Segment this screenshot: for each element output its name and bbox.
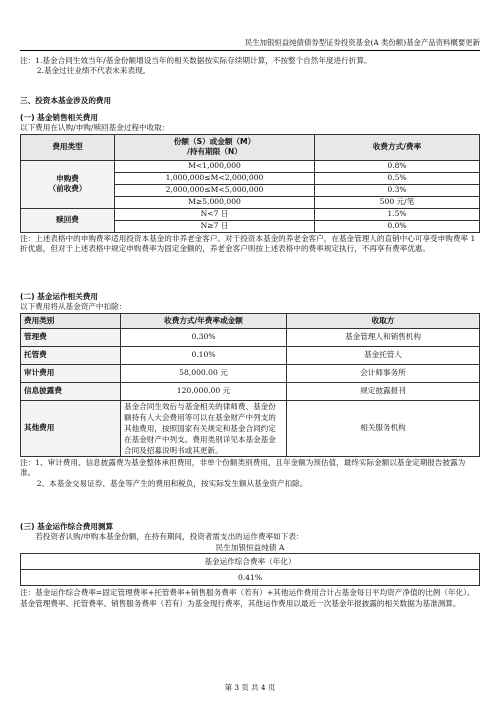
header-amount [115,134,315,160]
payee-cell: 基金管理人和销售机构 [287,328,480,346]
table-row [21,382,480,400]
fee-cell: 0.10% [121,346,287,364]
fee-cell: 58,000.00 元 [121,364,287,382]
fund-name: 民生加银恒益纯债 A [215,542,285,552]
header-fee-category: 费用类别 [21,313,121,328]
operation-fee-title: (二) 基金运作相关费用 [20,292,98,301]
other-fee-description: 基金合同生效后与基金相关的律师费、基金份额持有人大会费用等可以在基金财产中列支的其他费用，按照国家有关规定和基金合同约定在基金财产中列支。费用类别详见本基金基金合同及招募说明书或其更新。 [121,400,287,456]
table-row [21,328,480,346]
combined-fee-section [20,522,480,609]
subscription-fee-line1: 申购费 [56,173,79,183]
table-row [21,554,480,570]
fee-cell: 120,000.00 元 [121,382,287,400]
fee-cell: 0.30% [121,328,287,346]
table-row [21,570,480,586]
fee-category-cell: 托管费 [21,346,121,364]
sales-table-header [21,134,480,160]
fee-cell: 1.5% [315,208,480,220]
fee-category-cell: 审计费用 [21,364,121,382]
header-fee-rate: 收费方式/费率 [315,134,480,160]
payee-cell: 基金托管人 [287,346,480,364]
subscription-fee-label [21,160,115,208]
fee-cell: 0.8% [315,160,480,172]
sales-fee-table [20,134,480,233]
combined-rate-value: 0.41% [21,570,480,586]
operation-note-1: 注：1、审计费用、信息披露费为基金整体承担费用，非单个份额类别费用，且年金额为预估值，最终实际金额以基金定期报告披露为准。 [20,457,466,478]
combined-fee-table [20,553,480,586]
table-row [21,160,480,172]
fee-category-cell: 信息披露费 [21,382,121,400]
header-fee-method: 收费方式/年费率或金额 [121,313,287,328]
range-cell: M≥5,000,000 [115,196,315,208]
note-line-2: 2.基金过往业绩不代表未来表现。 [36,66,151,76]
header-payee: 收取方 [287,313,480,328]
table-row [21,208,480,220]
range-cell: N<7 日 [115,208,315,220]
range-cell: 1,000,000≤M<2,000,000 [115,172,315,184]
range-cell: 2,000,000≤M<5,000,000 [115,184,315,196]
fee-cell: 0.5% [315,172,480,184]
table-row [21,364,480,382]
table-row [21,400,480,456]
header-amount-line2: /持有期限（N） [187,147,242,157]
fee-category-cell: 管理费 [21,328,121,346]
table-row [21,346,480,364]
sales-fee-intro: 以下费用在认购/申购/赎回基金过程中收取： [20,123,170,133]
redemption-fee-label: 赎回费 [21,208,115,232]
sales-fee-section [20,113,480,255]
fee-category-cell: 其他费用 [21,400,121,456]
payee-cell: 规定披露报刊 [287,382,480,400]
page-header: 民生加银恒益纯债债券型证券投资基金(A 类份额)基金产品资料概要更新 [20,38,480,51]
section-title: 三、投资本基金涉及的费用 [20,96,112,105]
page-number: 第 3 页 共 4 页 [224,683,276,692]
top-notes [20,56,480,77]
combined-fee-intro: 若投资者认购/申购本基金份额，在持有期间，投资者需支出的运作费率如下表： [35,532,304,542]
operation-fee-section [20,292,480,489]
subscription-fee-line2: （前收费） [48,184,87,194]
operation-note-2: 2、本基金交易证券、基金等产生的费用和税负，按实际发生额从基金资产扣除。 [36,478,308,488]
sales-fee-note: 注：上述表格中的申购费率适用投资本基金的非养老金客户。对于投资本基金的养老金客户，在基金管理人的直销中心可享受申购费率 1 折优惠，但对于上述表格中规定申购费率为固定金额的，养老金客户则按上述表格中的费率规定执行，不再享有费率优惠。 [20,233,476,254]
operation-table-header [21,313,480,328]
range-cell: M<1,000,000 [115,160,315,172]
combined-rate-header: 基金运作综合费率（年化） [21,554,480,570]
header-fee-type: 费用类型 [21,134,115,160]
note-line-1: 注：1.基金合同生效当年/基金份额增设当年的相关数据按实际存续期计算，不按整个自然年度进行折算。 [20,56,372,65]
payee-cell: 会计师事务所 [287,364,480,382]
payee-cell: 相关服务机构 [287,400,480,456]
fee-cell: 0.0% [315,220,480,232]
operation-fee-table [20,313,480,457]
range-cell: N≥7 日 [115,220,315,232]
header-amount-line1: 份额（S）或金额（M） [173,136,256,146]
combined-fee-title: (三) 基金运作综合费用测算 [20,522,114,531]
sales-fee-title: (一) 基金销售相关费用 [20,113,98,122]
operation-fee-intro: 以下费用将从基金资产中扣除： [20,302,127,312]
fee-cell: 500 元/笔 [315,196,480,208]
combined-fee-note: 注：基金运作综合费率=固定管理费率+托管费率+销售服务费率（若有）+其他运作费用合计占基金每日平均资产净值的比例（年化）。基金管理费率、托管费率、销售服务费率（若有）为基金现行费率，其他运作费用以最近一次基金年报披露的相关数据为基准测算。 [20,588,475,608]
fee-cell: 0.3% [315,184,480,196]
